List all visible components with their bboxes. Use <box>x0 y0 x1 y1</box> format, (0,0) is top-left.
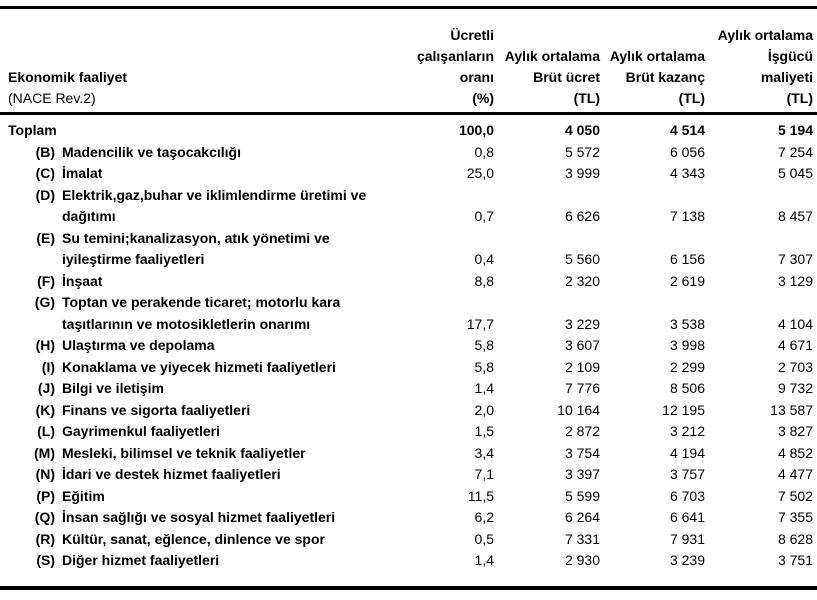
activity-cell <box>8 550 384 572</box>
table-row <box>8 271 813 293</box>
activity-code: (K) <box>35 401 55 418</box>
value-gross-earnings: 2 299 <box>669 358 705 375</box>
table-row <box>8 357 813 379</box>
activity-code: (P) <box>36 487 55 504</box>
value-wage-earners-share: 2,0 <box>474 401 494 418</box>
value-gross-wage: 2 930 <box>564 552 600 568</box>
value-gross-wage: 3 229 <box>564 315 600 332</box>
value-gross-earnings: 7 931 <box>669 530 705 547</box>
table-row <box>8 378 813 400</box>
value-wage-earners-share: 7,1 <box>474 466 494 482</box>
value-wage-earners-share: 5,8 <box>474 337 494 353</box>
header-nace-rev2-subtitle: (NACE Rev.2) <box>8 90 96 106</box>
value-labour-cost: 8 628 <box>777 530 813 547</box>
table-row <box>8 163 813 185</box>
activity-label-line-1: Gayrimenkul faaliyetleri <box>62 423 220 439</box>
activity-cell <box>8 142 384 164</box>
activity-code: (R) <box>35 530 55 547</box>
value-labour-cost: 13 587 <box>770 401 813 418</box>
activity-code: (J) <box>37 380 55 396</box>
value-gross-earnings: 6 641 <box>669 509 705 525</box>
activity-code: (I) <box>41 358 55 375</box>
activity-cell <box>8 357 384 379</box>
table-row <box>8 464 813 486</box>
table-row <box>8 507 813 529</box>
header-gross-wage <box>494 46 600 109</box>
activity-label <box>62 335 215 357</box>
value-labour-cost: 7 254 <box>777 143 813 160</box>
activity-label-line-2: dağıtımı <box>62 208 116 224</box>
value-gross-wage: 2 109 <box>564 358 600 375</box>
activity-label-line-1: Finans ve sigorta faaliyetleri <box>62 401 251 418</box>
table-row <box>8 486 813 508</box>
value-gross-wage: 7 776 <box>564 380 600 396</box>
value-wage-earners-share: 0,5 <box>474 530 494 547</box>
activity-cell <box>8 335 384 357</box>
value-labour-cost: 9 732 <box>777 380 813 396</box>
header-line: maliyeti <box>760 69 813 85</box>
header-line: (TL) <box>678 90 705 106</box>
table-row <box>8 421 813 443</box>
value-labour-cost: 3 827 <box>777 423 813 439</box>
activity-label <box>62 378 164 400</box>
activity-label <box>62 443 306 465</box>
header-labour-cost <box>705 25 813 109</box>
activity-label-line-1: Diğer hizmet faaliyetleri <box>62 552 220 568</box>
activity-label-line-1: Madencilik ve taşocakcılığı <box>62 143 241 160</box>
activity-code: (Q) <box>34 509 55 525</box>
value-labour-cost: 4 852 <box>777 444 813 461</box>
activity-label <box>62 271 102 293</box>
activity-label-line-1: Ulaştırma ve depolama <box>62 337 215 353</box>
table-row <box>8 228 813 271</box>
value-gross-earnings: 3 538 <box>669 315 705 332</box>
header-line: Aylık ortalama <box>504 48 600 64</box>
value-wage-earners-share: 17,7 <box>466 315 494 332</box>
activity-code: (H) <box>35 337 55 353</box>
header-line: Brüt kazanç <box>625 69 705 85</box>
value-gross-earnings: 3 239 <box>669 552 705 568</box>
value-gross-wage: 10 164 <box>557 401 600 418</box>
value-wage-earners-share: 1,5 <box>474 423 494 439</box>
value-gross-earnings: 4 343 <box>669 165 705 181</box>
activity-label-line-1: İnsan sağlığı ve sosyal hizmet faaliyetleri <box>62 509 336 525</box>
table-body <box>0 115 817 586</box>
header-line: (%) <box>472 90 494 106</box>
value-wage-earners-share: 1,4 <box>474 380 494 396</box>
value-gross-wage: 3 607 <box>564 337 600 353</box>
table-row <box>8 550 813 572</box>
activity-label-line-1: Toplam <box>8 122 57 138</box>
activity-code: (M) <box>34 444 55 461</box>
value-labour-cost: 3 129 <box>777 272 813 289</box>
activity-cell <box>8 185 384 228</box>
header-gross-earnings <box>600 46 705 109</box>
activity-label <box>62 529 325 551</box>
value-gross-earnings: 4 194 <box>669 444 705 461</box>
activity-label-line-1: Mesleki, bilimsel ve teknik faaliyetler <box>62 444 306 461</box>
activity-label <box>62 486 105 508</box>
value-gross-earnings: 3 212 <box>669 423 705 439</box>
table-row <box>8 400 813 422</box>
value-wage-earners-share: 0,7 <box>474 208 494 224</box>
activity-label <box>62 400 250 422</box>
header-line: Aylık ortalama <box>609 48 705 64</box>
activity-cell <box>8 421 384 443</box>
value-gross-wage: 6 626 <box>564 208 600 224</box>
activity-code: (L) <box>37 423 55 439</box>
value-wage-earners-share: 0,8 <box>474 143 494 160</box>
activity-cell <box>8 378 384 400</box>
activity-cell <box>8 120 384 142</box>
activity-label <box>62 421 220 443</box>
activity-cell <box>8 163 384 185</box>
value-gross-earnings: 6 056 <box>669 143 705 160</box>
value-wage-earners-share: 5,8 <box>474 358 494 375</box>
header-line: İşgücü <box>767 48 813 64</box>
value-labour-cost: 2 703 <box>777 358 813 375</box>
value-wage-earners-share: 0,4 <box>474 251 494 267</box>
value-labour-cost: 7 307 <box>777 251 813 267</box>
activity-label <box>62 507 335 529</box>
activity-code: (F) <box>37 272 55 289</box>
value-gross-wage: 5 599 <box>564 487 600 504</box>
activity-cell <box>8 228 384 271</box>
activity-cell <box>8 529 384 551</box>
activity-label-line-1: Su temini;kanalizasyon, atık yönetimi ve <box>62 229 330 246</box>
header-line: (TL) <box>573 90 600 106</box>
value-labour-cost: 3 751 <box>777 552 813 568</box>
value-gross-earnings: 6 156 <box>669 251 705 267</box>
value-gross-wage: 3 999 <box>564 165 600 181</box>
value-gross-earnings: 7 138 <box>669 208 705 224</box>
value-gross-wage: 7 331 <box>564 530 600 547</box>
activity-label <box>62 292 340 335</box>
header-line: Brüt ücret <box>533 69 600 85</box>
value-wage-earners-share: 100,0 <box>458 122 494 138</box>
header-line: oranı <box>459 69 494 85</box>
table-row <box>8 335 813 357</box>
activity-label <box>62 228 330 271</box>
activity-label-line-1: Konaklama ve yiyecek hizmeti faaliyetleri <box>62 358 336 375</box>
header-wage-earners-share <box>384 25 494 109</box>
value-gross-wage: 2 320 <box>564 272 600 289</box>
value-labour-cost: 4 477 <box>777 466 813 482</box>
activity-label-line-2: taşıtlarının ve motosikletlerin onarımı <box>62 315 311 332</box>
table-row <box>8 185 813 228</box>
activity-label-line-1: İdari ve destek hizmet faaliyetleri <box>62 466 281 482</box>
value-gross-earnings: 8 506 <box>669 380 705 396</box>
value-gross-earnings: 6 703 <box>669 487 705 504</box>
activity-label-line-1: İmalat <box>62 165 103 181</box>
value-labour-cost: 8 457 <box>777 208 813 224</box>
activity-cell <box>8 464 384 486</box>
value-gross-wage: 5 572 <box>564 143 600 160</box>
activity-label-line-1: Bilgi ve iletişim <box>62 380 164 396</box>
value-labour-cost: 5 194 <box>777 122 813 138</box>
activity-label-line-1: Elektrik,gaz,buhar ve iklimlendirme üretimi ve <box>62 186 367 203</box>
header-line: çalışanların <box>416 48 494 64</box>
activity-label <box>62 163 102 185</box>
value-wage-earners-share: 8,8 <box>474 272 494 289</box>
value-gross-earnings: 4 514 <box>669 122 705 138</box>
value-labour-cost: 7 502 <box>777 487 813 504</box>
value-wage-earners-share: 1,4 <box>474 552 494 568</box>
value-gross-wage: 3 754 <box>564 444 600 461</box>
activity-cell <box>8 292 384 335</box>
value-labour-cost: 5 045 <box>777 165 813 181</box>
activity-label <box>62 464 281 486</box>
activity-code: (D) <box>35 186 55 203</box>
activity-cell <box>8 400 384 422</box>
header-line: Aylık ortalama <box>717 27 813 43</box>
value-wage-earners-share: 11,5 <box>467 487 494 504</box>
header-economic-activity-title: Ekonomik faaliyet <box>8 69 128 85</box>
activity-code: (B) <box>35 143 55 160</box>
value-labour-cost: 7 355 <box>777 509 813 525</box>
table-row <box>8 443 813 465</box>
table-row <box>8 292 813 335</box>
activity-code: (S) <box>36 552 55 568</box>
activity-label <box>62 357 336 379</box>
value-gross-wage: 4 050 <box>564 122 600 138</box>
value-gross-wage: 3 397 <box>564 466 600 482</box>
table-row <box>8 529 813 551</box>
value-wage-earners-share: 6,2 <box>474 509 494 525</box>
header-economic-activity <box>8 67 384 109</box>
value-labour-cost: 4 104 <box>777 315 813 332</box>
table-row <box>8 120 813 142</box>
activity-label-line-1: Kültür, sanat, eğlence, dinlence ve spor <box>62 530 325 547</box>
value-labour-cost: 4 671 <box>777 337 813 353</box>
table-header-row <box>0 9 817 112</box>
activity-cell <box>8 271 384 293</box>
activity-code: (G) <box>34 294 55 310</box>
value-gross-wage: 5 560 <box>564 251 600 267</box>
value-gross-earnings: 12 195 <box>662 401 705 418</box>
activity-cell <box>8 486 384 508</box>
value-gross-wage: 2 872 <box>564 423 600 439</box>
activity-label <box>62 185 366 228</box>
activity-cell <box>8 507 384 529</box>
activity-code: (E) <box>36 229 55 246</box>
activity-label <box>62 550 219 572</box>
value-wage-earners-share: 3,4 <box>474 444 494 461</box>
value-gross-earnings: 2 619 <box>669 272 705 289</box>
activity-label-line-1: Eğitim <box>62 487 105 504</box>
activity-label <box>62 142 241 164</box>
activity-label-line-2: iyileştirme faaliyetleri <box>62 251 205 267</box>
activity-label <box>8 120 57 142</box>
activity-label-line-1: Toptan ve perakende ticaret; motorlu kara <box>62 294 341 310</box>
header-line: (TL) <box>786 90 813 106</box>
header-line: Ücretli <box>450 27 494 43</box>
activity-code: (C) <box>35 165 55 181</box>
activity-cell <box>8 443 384 465</box>
activity-label-line-1: İnşaat <box>62 272 103 289</box>
value-gross-earnings: 3 998 <box>669 337 705 353</box>
value-gross-earnings: 3 757 <box>669 466 705 482</box>
value-gross-wage: 6 264 <box>564 509 600 525</box>
table-row <box>8 142 813 164</box>
activity-code: (N) <box>35 466 55 482</box>
table-bottom-rule <box>0 586 817 590</box>
value-wage-earners-share: 25,0 <box>466 165 494 181</box>
